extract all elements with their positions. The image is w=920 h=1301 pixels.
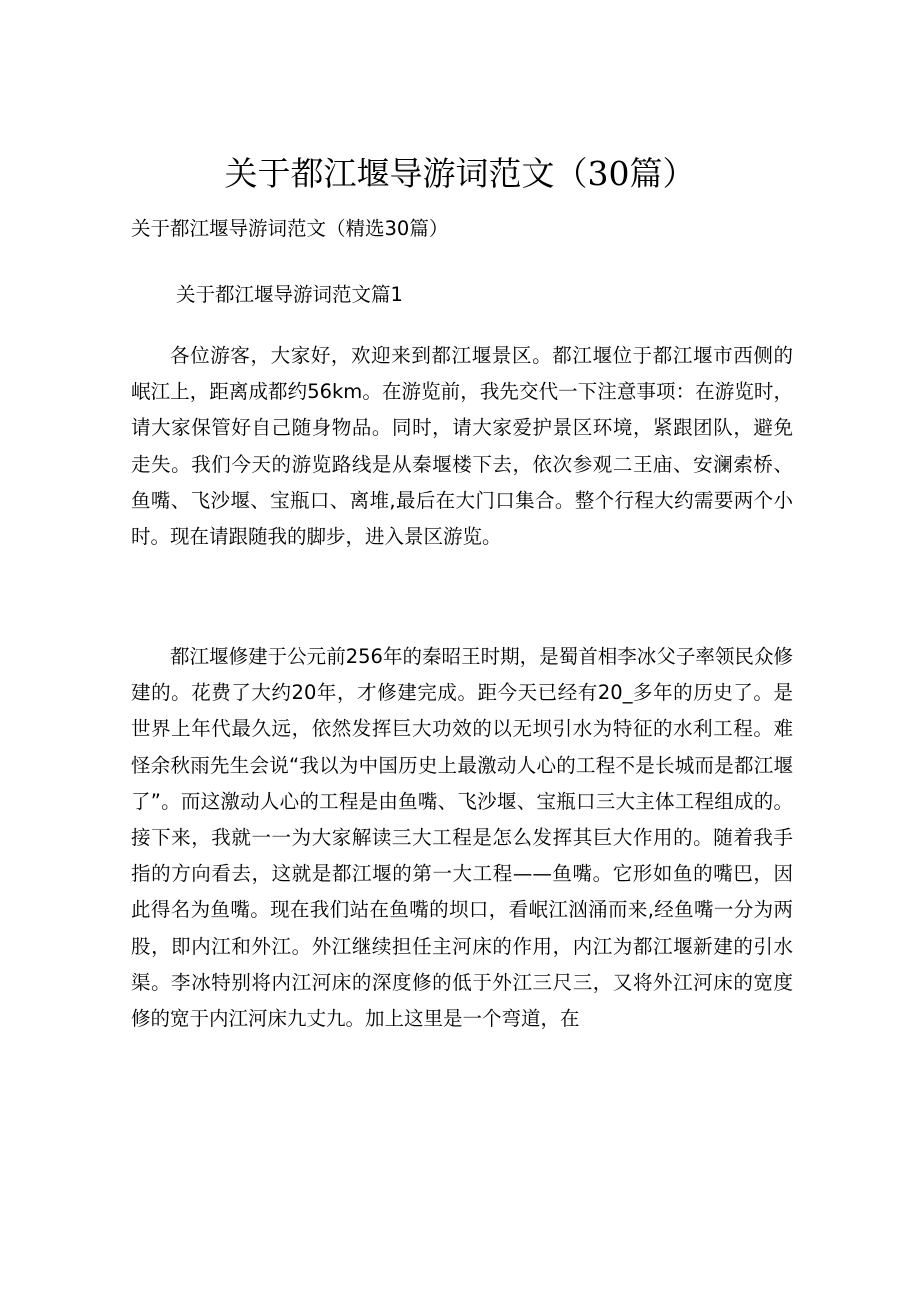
section-heading: 关于都江堰导游词范文篇1 (176, 283, 403, 306)
paragraph-1: 各位游客，大家好，欢迎来到都江堰景区。都江堰位于都江堰市西侧的岷江上，距离成都约56km。在游览前，我先交代一下注意事项：在游览时，请大家保管好自己随身物品。同时，请大家爱护景区环境，紧跟团队，避免走失。我们今天的游览路线是从秦堰楼下去，依次参观二王庙、安澜索桥、鱼嘴、飞沙堰、宝瓶口、离堆,最后在大门口集合。整个行程大约需要两个小时。现在请跟随我的脚步，进入景区游览。 (131, 344, 793, 549)
paragraph-2: 都江堰修建于公元前256年的秦昭王时期，是蜀首相李冰父子率领民众修建的。花费了大约20年，才修建完成。距今天已经有20_多年的历史了。是世界上年代最久远，依然发挥巨大功效的以无坝引水为特征的水利工程。难怪余秋雨先生会说“我以为中国历史上最激动人心的工程不是长城而是都江堰了”。而这激动人心的工程是由鱼嘴、飞沙堰、宝瓶口三大主体工程组成的。接下来，我就一一为大家解读三大工程是怎么发挥其巨大作用的。随着我手指的方向看去，这就是都江堰的第一大工程——鱼嘴。它形如鱼的嘴巴，因此得名为鱼嘴。现在我们站在鱼嘴的坝口，看岷江汹涌而来,经鱼嘴一分为两股，即内江和外江。外江继续担任主河床的作用，内江为都江堰新建的引水渠。李冰特别将内江河床的深度修的低于外江三尺三，又将外江河床的宽度修的宽于内江河床九丈九。加上这里是一个弯道，在 (131, 645, 793, 1031)
document-subtitle: 关于都江堰导游词范文（精选30篇） (131, 217, 449, 240)
document-title: 关于都江堰导游词范文（30篇） (224, 154, 696, 193)
